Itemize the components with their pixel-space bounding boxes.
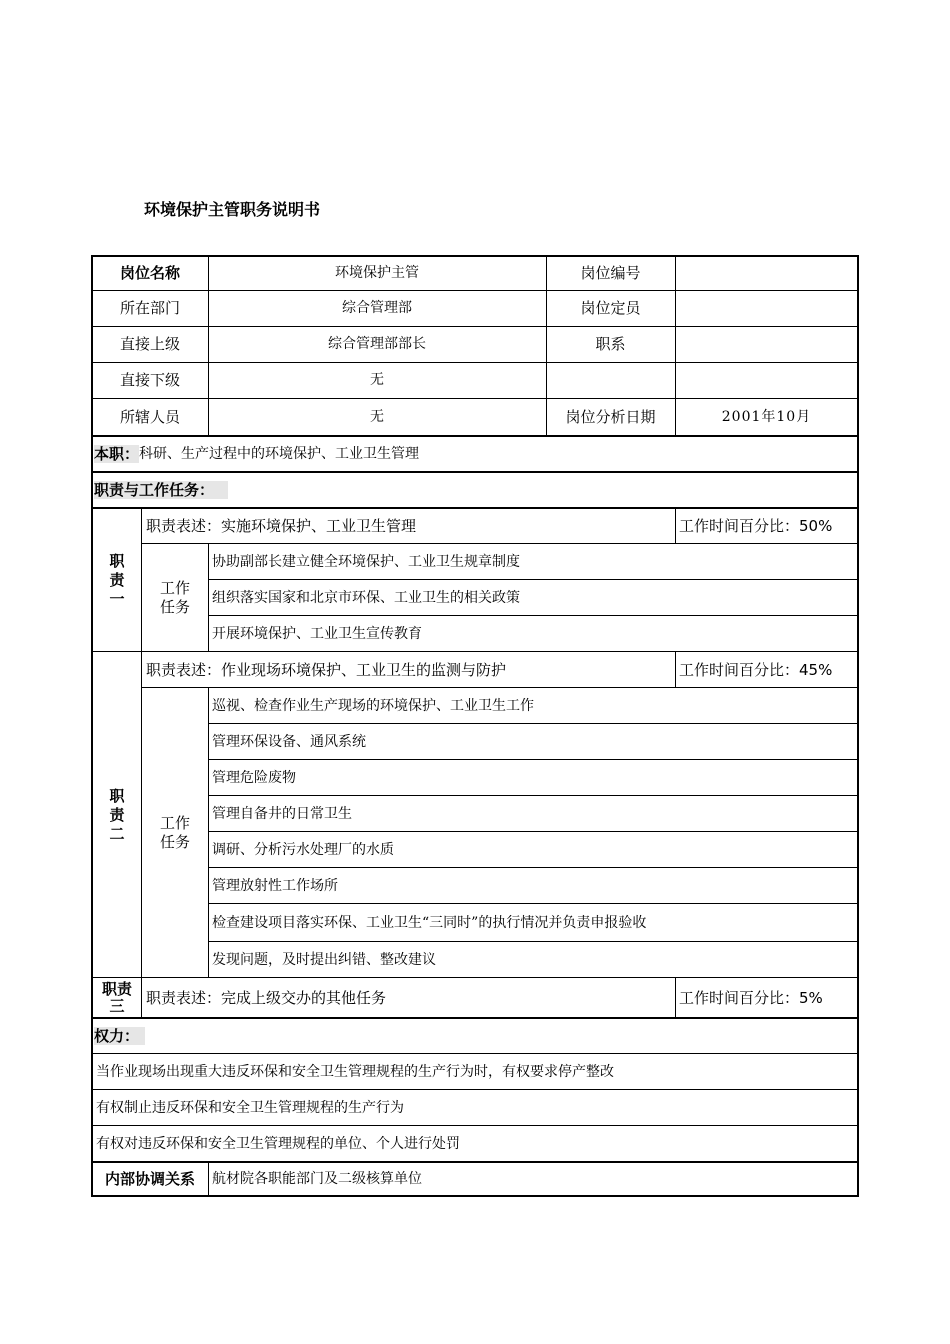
duty2-percent: 工作时间百分比：45% <box>679 661 833 679</box>
duty2-task-8: 发现问题，及时提出纠错、整改建议 <box>212 952 436 968</box>
duty2-task-6: 管理放射性工作场所 <box>212 878 338 894</box>
duty1-task-3: 开展环境保护、工业卫生宣传教育 <box>212 626 422 642</box>
duties-header-row <box>92 472 858 508</box>
authority-item-3: 有权对违反环保和安全卫生管理规程的单位、个人进行处罚 <box>96 1136 460 1152</box>
main-duty-row <box>92 436 858 472</box>
managed-staff-label: 所辖人员 <box>119 408 180 426</box>
duty3-percent: 工作时间百分比：5% <box>679 989 823 1007</box>
superior-label: 直接上级 <box>119 335 180 353</box>
duty3-label <box>92 978 142 1018</box>
coordination-text: 航材院各职能部门及二级核算单位 <box>212 1171 422 1187</box>
authority-item-2: 有权制止违反环保和安全卫生管理规程的生产行为 <box>96 1100 404 1116</box>
duty1-task-1: 协助副部长建立健全环境保护、工业卫生规章制度 <box>212 554 520 570</box>
duty2-task-1: 巡视、检查作业生产现场的环境保护、工业卫生工作 <box>212 698 534 714</box>
superior-value: 综合管理部部长 <box>328 336 426 352</box>
job-family-value <box>675 326 858 362</box>
headcount-label: 岗位定员 <box>580 299 641 317</box>
analysis-date-label: 岗位分析日期 <box>565 408 656 426</box>
duty1-description: 职责表述：实施环境保护、工业卫生管理 <box>146 517 417 535</box>
duty1-percent: 工作时间百分比：50% <box>679 517 833 535</box>
department-value: 综合管理部 <box>342 300 412 316</box>
position-code-value <box>675 256 858 290</box>
main-duty-label: 本职： <box>94 445 140 463</box>
duty2-task-7: 检查建设项目落实环保、工业卫生“三同时”的执行情况并负责申报验收 <box>212 915 647 931</box>
duties-header: 职责与工作任务： <box>94 481 228 499</box>
analysis-date-value: 2001年10月 <box>721 409 812 425</box>
duty2-task-label-text: 工作任务 <box>159 814 190 851</box>
coordination-label: 内部协调关系 <box>104 1170 195 1188</box>
subordinate-value: 无 <box>370 372 384 388</box>
duty3-label-text: 职责三 <box>101 980 132 1015</box>
duty3-description: 职责表述：完成上级交办的其他任务 <box>146 989 387 1007</box>
duty2-task-3: 管理危险废物 <box>212 770 296 786</box>
department-label: 所在部门 <box>119 299 180 317</box>
position-code-label: 岗位编号 <box>580 264 641 282</box>
duty1-task-label-text: 工作任务 <box>159 579 190 616</box>
duty2-label-text: 职责二 <box>109 786 125 843</box>
duty2-label <box>92 652 142 978</box>
duty1-task-2: 组织落实国家和北京市环保、工业卫生的相关政策 <box>212 590 520 606</box>
authority-label: 权力： <box>94 1027 145 1045</box>
managed-staff-value: 无 <box>370 409 384 425</box>
subordinate-label: 直接下级 <box>119 371 180 389</box>
position-name-label: 岗位名称 <box>119 264 180 282</box>
authority-header-row <box>92 1018 858 1054</box>
duty1-task-label <box>142 544 208 652</box>
document-title: 环境保护主管职务说明书 <box>144 200 321 219</box>
duty2-task-4: 管理自备井的日常卫生 <box>212 806 352 822</box>
main-duty-text: 科研、生产过程中的环境保护、工业卫生管理 <box>139 446 420 462</box>
duty1-label-text: 职责一 <box>109 551 125 608</box>
duty2-description: 职责表述：作业现场环境保护、工业卫生的监测与防护 <box>146 661 507 679</box>
duty2-task-5: 调研、分析污水处理厂的水质 <box>212 842 394 858</box>
duty2-task-2: 管理环保设备、通风系统 <box>212 734 366 750</box>
position-name-value: 环境保护主管 <box>335 265 419 281</box>
headcount-value <box>675 290 858 326</box>
duty1-label <box>92 508 142 652</box>
duty2-task-label <box>142 688 208 978</box>
authority-item-1: 当作业现场出现重大违反环保和安全卫生管理规程的生产行为时，有权要求停产整改 <box>96 1064 614 1080</box>
job-family-label: 职系 <box>595 335 626 353</box>
